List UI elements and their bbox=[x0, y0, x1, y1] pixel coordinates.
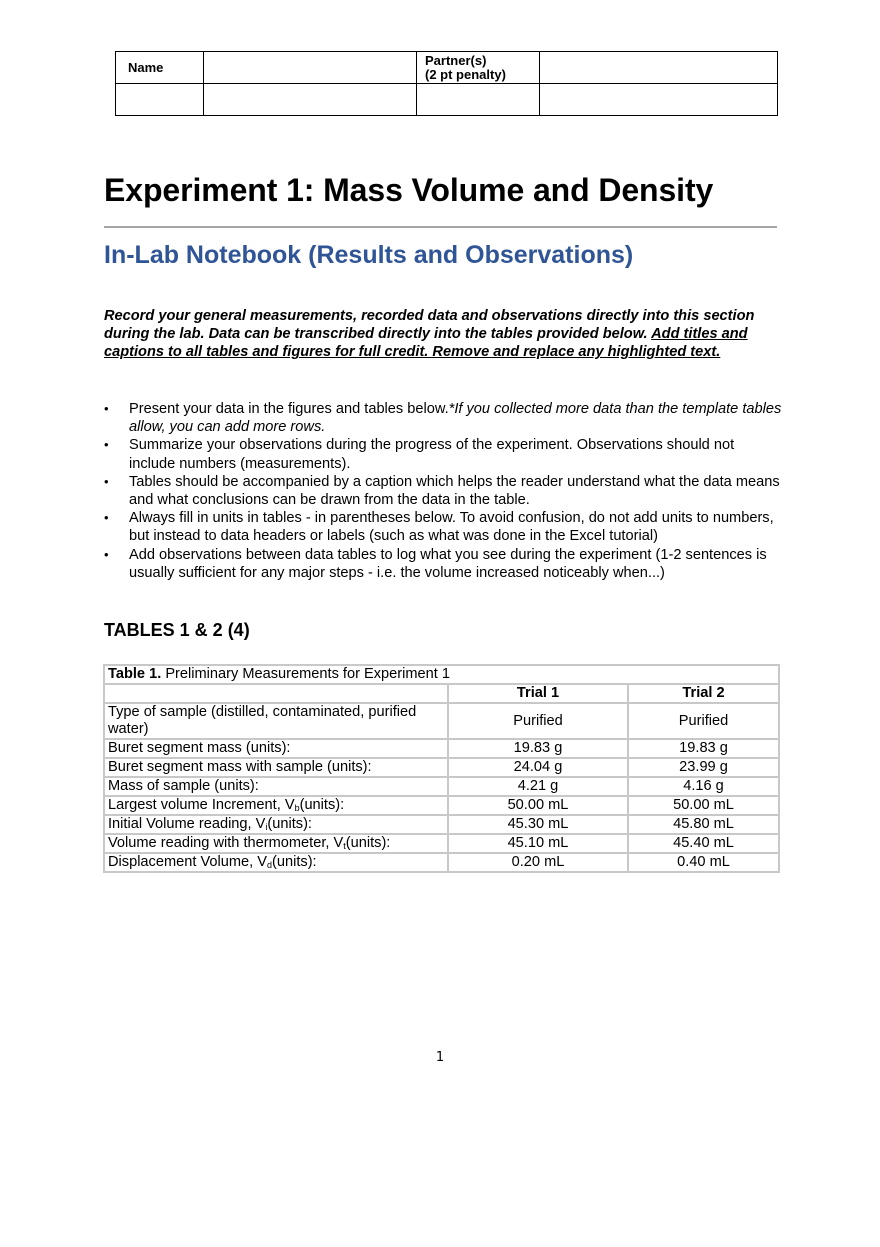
trial-2-value: 0.40 mL bbox=[628, 853, 779, 872]
row-label-text: Largest volume Increment, V bbox=[108, 797, 295, 813]
bullet-text: Present your data in the figures and tables below. bbox=[129, 401, 449, 417]
page-number: 1 bbox=[435, 1050, 445, 1065]
section-heading: TABLES 1 & 2 (4) bbox=[104, 620, 250, 640]
table-header-row bbox=[104, 684, 779, 703]
trial-2-value: 19.83 g bbox=[628, 739, 779, 758]
trial-2-value: 23.99 g bbox=[628, 758, 779, 777]
instructions-underlined: Add titles and captions to all tables and figures for full credit. Remove and replace any highlighted text. bbox=[104, 326, 748, 361]
table-row bbox=[104, 853, 779, 872]
trial-2-value: 4.16 g bbox=[628, 777, 779, 796]
table-row bbox=[104, 815, 779, 834]
row-label-subscript: t bbox=[343, 841, 346, 851]
table-row bbox=[104, 834, 779, 853]
list-item bbox=[104, 400, 784, 436]
list-item bbox=[104, 473, 784, 509]
partner-label-line2: (2 pt penalty) bbox=[425, 66, 506, 82]
bullet-text: Summarize your observations during the progress of the experiment. Observations should not include numbers (measurements). bbox=[129, 437, 735, 472]
page-title: Experiment 1: Mass Volume and Density bbox=[104, 172, 714, 208]
name-table-row bbox=[116, 84, 778, 116]
row-label bbox=[104, 834, 448, 853]
empty-cell[interactable] bbox=[540, 84, 778, 116]
table-row bbox=[104, 758, 779, 777]
list-item bbox=[104, 546, 784, 582]
table-row bbox=[104, 796, 779, 815]
trial-1-value: 0.20 mL bbox=[448, 853, 628, 872]
row-label-subscript: b bbox=[294, 803, 300, 813]
column-header-trial-2: Trial 2 bbox=[628, 684, 779, 703]
trial-2-value: 45.80 mL bbox=[628, 815, 779, 834]
trial-1-value: 45.30 mL bbox=[448, 815, 628, 834]
trial-1-value: Purified bbox=[448, 703, 628, 739]
row-label-suffix: (units): bbox=[299, 797, 345, 813]
row-label: Buret segment mass (units): bbox=[104, 739, 448, 758]
empty-cell[interactable] bbox=[417, 84, 540, 116]
name-field[interactable] bbox=[204, 52, 417, 84]
trial-1-value: 50.00 mL bbox=[448, 796, 628, 815]
row-label-suffix: (units): bbox=[272, 854, 317, 870]
page-subtitle: In-Lab Notebook (Results and Observations) bbox=[104, 241, 634, 269]
table-caption bbox=[104, 665, 779, 684]
trial-2-value: 50.00 mL bbox=[628, 796, 779, 815]
table-caption-row bbox=[104, 665, 779, 684]
name-label: Name bbox=[116, 52, 204, 84]
instructions-text: Record your general measurements, recorded data and observations directly into this section during the lab. Data can be transcribed directly into the tables provided below. bbox=[104, 308, 755, 343]
list-item bbox=[104, 509, 784, 545]
instruction-bullets bbox=[104, 400, 784, 582]
list-item bbox=[104, 436, 784, 472]
partner-label bbox=[417, 52, 540, 84]
table-1 bbox=[103, 664, 780, 873]
table-caption-text: Preliminary Measurements for Experiment 1 bbox=[161, 666, 450, 682]
row-label bbox=[104, 796, 448, 815]
empty-cell[interactable] bbox=[204, 84, 417, 116]
instructions-paragraph bbox=[104, 307, 784, 362]
row-label-suffix: (units): bbox=[345, 835, 391, 851]
partner-field[interactable] bbox=[540, 52, 778, 84]
bullet-italic-text: *If you collected more data than the template tables allow, you can add more rows. bbox=[129, 401, 782, 436]
trial-1-value: 45.10 mL bbox=[448, 834, 628, 853]
table-caption-label: Table 1. bbox=[108, 666, 162, 682]
row-label-subscript: i bbox=[265, 822, 268, 832]
title-divider bbox=[104, 226, 777, 228]
trial-2-value: Purified bbox=[628, 703, 779, 739]
row-label: Buret segment mass with sample (units): bbox=[104, 758, 448, 777]
row-label-suffix: (units): bbox=[267, 816, 312, 832]
table-row bbox=[104, 739, 779, 758]
empty-cell[interactable] bbox=[116, 84, 204, 116]
row-label-text: Volume reading with thermometer, V bbox=[108, 835, 344, 851]
trial-1-value: 24.04 g bbox=[448, 758, 628, 777]
row-label-text: Displacement Volume, V bbox=[108, 854, 267, 870]
table-row bbox=[104, 777, 779, 796]
trial-1-value: 19.83 g bbox=[448, 739, 628, 758]
row-label-subscript: d bbox=[267, 860, 273, 870]
bullet-text: Always fill in units in tables - in parentheses below. To avoid confusion, do not add units to numbers, but instead to data headers or labels (such as what was done in the Excel tutorial) bbox=[129, 510, 774, 545]
table-row bbox=[104, 703, 779, 739]
name-partner-table bbox=[115, 51, 778, 116]
trial-1-value: 4.21 g bbox=[448, 777, 628, 796]
row-label bbox=[104, 853, 448, 872]
name-table-row bbox=[116, 52, 778, 84]
row-label: Type of sample (distilled, contaminated, purified water) bbox=[104, 703, 448, 739]
column-header-trial-1: Trial 1 bbox=[448, 684, 628, 703]
partner-label-line1: Partner(s) bbox=[425, 52, 487, 68]
row-label bbox=[104, 815, 448, 834]
bullet-text: Tables should be accompanied by a caption which helps the reader understand what the data means and what conclusions can be drawn from the data in the table. bbox=[129, 473, 780, 509]
row-label: Mass of sample (units): bbox=[104, 777, 448, 796]
row-label-text: Initial Volume reading, V bbox=[108, 816, 266, 832]
table-header-empty bbox=[104, 684, 448, 703]
trial-2-value: 45.40 mL bbox=[628, 834, 779, 853]
bullet-text: Add observations between data tables to log what you see during the experiment (1-2 sentences is usually sufficient for any major steps - i.e. the volume increased noticeably when...) bbox=[129, 546, 767, 581]
